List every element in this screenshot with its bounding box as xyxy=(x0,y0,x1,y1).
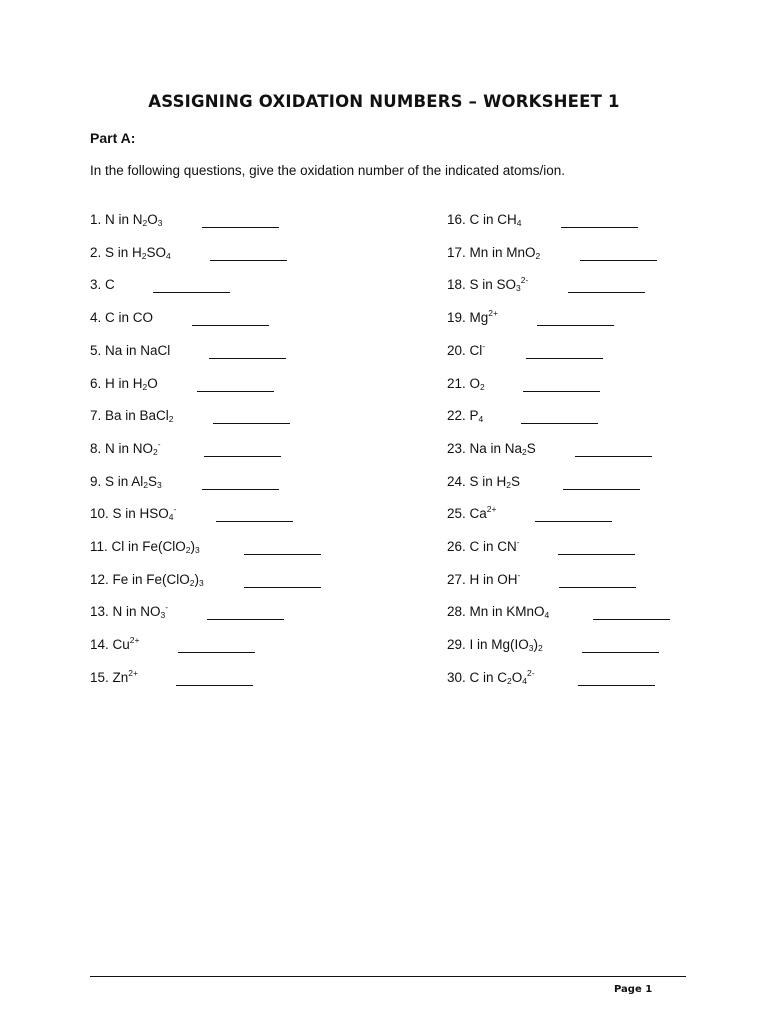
answer-blank[interactable] xyxy=(559,587,636,588)
answer-blank[interactable] xyxy=(244,554,321,555)
answer-blank[interactable] xyxy=(561,227,638,228)
right-question-8: 23. Na in $Na_2S$ xyxy=(447,441,536,457)
left-question-15: 15. $Zn^{2+}$ xyxy=(90,668,138,685)
answer-blank[interactable] xyxy=(558,554,635,555)
right-question-13: 28. Mn in KMnO$_4$ xyxy=(447,604,550,620)
answer-blank[interactable] xyxy=(575,456,652,457)
right-question-7: 22. $P_4$ xyxy=(447,408,484,424)
answer-blank[interactable] xyxy=(568,292,645,293)
answer-blank[interactable] xyxy=(204,456,281,457)
right-question-6: 21. $O_2$ xyxy=(447,376,485,392)
answer-blank[interactable] xyxy=(582,652,659,653)
right-question-15: 30. C in $C_2O_4^{2-}$ xyxy=(447,668,535,686)
answer-blank[interactable] xyxy=(192,325,269,326)
answer-blank[interactable] xyxy=(213,423,290,424)
left-question-11: 11. Cl in $Fe(ClO_2)_3$ xyxy=(90,539,200,555)
right-question-12: 27. H in OH- xyxy=(447,570,521,587)
right-question-3: 18. S in $SO_3^{2-}$ xyxy=(447,275,529,293)
answer-blank[interactable] xyxy=(523,391,600,392)
answer-blank[interactable] xyxy=(176,685,253,686)
left-question-4: 4. C in CO xyxy=(90,310,154,325)
answer-blank[interactable] xyxy=(178,652,255,653)
right-question-2: 17. Mn in MnO$_2$ xyxy=(447,245,541,261)
left-question-7: 7. Ba in BaCl$_2$ xyxy=(90,408,174,424)
right-question-14: 29. I in $Mg(IO_3)_2$ xyxy=(447,637,543,653)
instructions: In the following questions, give the oxidation number of the indicated atoms/ion. xyxy=(90,163,566,178)
answer-blank[interactable] xyxy=(535,521,612,522)
left-question-14: 14. $Cu^{2+}$ xyxy=(90,635,140,652)
answer-blank[interactable] xyxy=(216,521,293,522)
left-question-2: 2. S in $H_2SO_4$ xyxy=(90,245,171,261)
left-question-3: 3. C xyxy=(90,277,115,292)
worksheet-title: ASSIGNING OXIDATION NUMBERS – WORKSHEET 1 xyxy=(148,92,620,111)
answer-blank[interactable] xyxy=(202,227,279,228)
answer-blank[interactable] xyxy=(593,619,670,620)
left-question-1: 1. N in $N_2O_3$ xyxy=(90,212,163,228)
answer-blank[interactable] xyxy=(210,260,287,261)
left-question-8: 8. N in $NO_2^-$ xyxy=(90,439,161,457)
answer-blank[interactable] xyxy=(563,489,640,490)
right-question-5: 20. Cl- xyxy=(447,341,486,358)
left-question-13: 13. N in $NO_3^-$ xyxy=(90,602,169,620)
right-question-10: 25. $Ca^{2+}$ xyxy=(447,504,497,521)
answer-blank[interactable] xyxy=(209,358,286,359)
answer-blank[interactable] xyxy=(578,685,655,686)
left-question-12: 12. Fe in $Fe(ClO_2)_3$ xyxy=(90,572,204,588)
right-question-11: 26. C in CN- xyxy=(447,537,520,554)
answer-blank[interactable] xyxy=(197,391,274,392)
left-question-5: 5. Na in NaCl xyxy=(90,343,171,358)
answer-blank[interactable] xyxy=(153,292,230,293)
left-question-9: 9. S in $Al_2S_3$ xyxy=(90,474,162,490)
right-question-1: 16. C in $CH_4$ xyxy=(447,212,522,228)
right-question-4: 19. $Mg^{2+}$ xyxy=(447,308,498,325)
answer-blank[interactable] xyxy=(521,423,598,424)
answer-blank[interactable] xyxy=(537,325,614,326)
page-number: Page 1 xyxy=(614,984,653,995)
part-heading: Part A: xyxy=(90,130,136,146)
answer-blank[interactable] xyxy=(207,619,284,620)
answer-blank[interactable] xyxy=(244,587,321,588)
footer-divider xyxy=(90,976,686,977)
left-question-10: 10. S in $HSO_4^-$ xyxy=(90,504,177,522)
right-question-9: 24. S in $H_2S$ xyxy=(447,474,521,490)
answer-blank[interactable] xyxy=(580,260,657,261)
answer-blank[interactable] xyxy=(526,358,603,359)
left-question-6: 6. H in $H_2O$ xyxy=(90,376,158,392)
answer-blank[interactable] xyxy=(202,489,279,490)
